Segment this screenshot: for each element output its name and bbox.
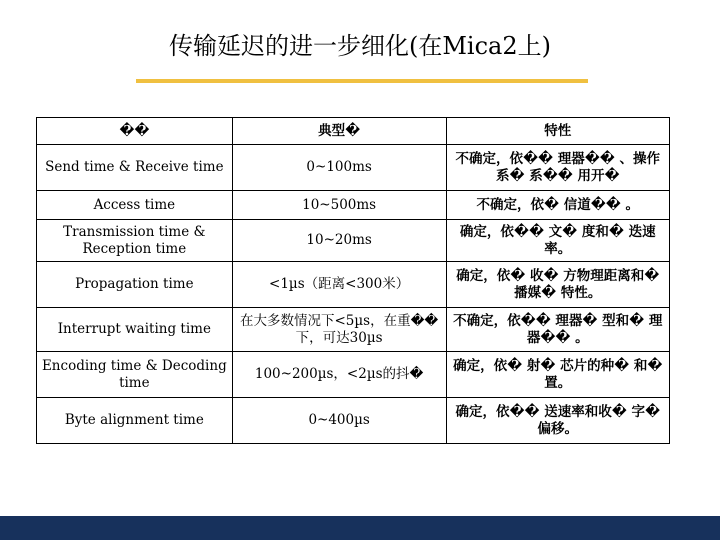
table-cell: Encoding time & Decoding time xyxy=(37,352,233,398)
table-cell: 不确定，依�� 理器� 型和� 理器�� 。 xyxy=(446,308,669,352)
header-cell: 特性 xyxy=(446,118,669,145)
table-cell: Send time & Receive time xyxy=(37,145,233,191)
table-cell: 确定，依�� 文� 度和� 迭速率。 xyxy=(446,220,669,262)
table-cell: 10~500ms xyxy=(232,191,446,220)
table-cell: Access time xyxy=(37,191,233,220)
table-cell: 在大多数情况下<5µs，在重�� 下，可达30µs xyxy=(232,308,446,352)
table-cell: 0~100ms xyxy=(232,145,446,191)
table-cell: 0~400µs xyxy=(232,398,446,444)
table-cell: Interrupt waiting time xyxy=(37,308,233,352)
table-cell: 确定，依�� 送速率和收� 字� 偏移。 xyxy=(446,398,669,444)
table-cell: <1µs（距离<300米） xyxy=(232,262,446,308)
table-row xyxy=(37,398,670,444)
table-cell: Byte alignment time xyxy=(37,398,233,444)
table-header-row xyxy=(37,118,670,145)
slide-title: 传输延迟的进一步细化(在Mica2上) xyxy=(169,32,551,60)
table-cell: 不确定，依� 信道�� 。 xyxy=(446,191,669,220)
title-underline xyxy=(136,79,588,83)
header-cell: �� xyxy=(37,118,233,145)
table-row xyxy=(37,308,670,352)
table-cell: 确定，依� 射� 芯片的种� 和� 置。 xyxy=(446,352,669,398)
table-row xyxy=(37,191,670,220)
table-row xyxy=(37,262,670,308)
table-row xyxy=(37,145,670,191)
table-cell: 100~200µs，<2µs的抖� xyxy=(232,352,446,398)
table-cell: 不确定，依�� 理器�� 、操作系� 系�� 用开� xyxy=(446,145,669,191)
header-cell: 典型� xyxy=(232,118,446,145)
table-cell: 确定，依� 收� 方物理距离和� 播媒� 特性。 xyxy=(446,262,669,308)
table-cell: Transmission time & Reception time xyxy=(37,220,233,262)
footer-bar xyxy=(0,516,720,540)
table-row xyxy=(37,352,670,398)
delay-table xyxy=(36,117,670,444)
table-cell: 10~20ms xyxy=(232,220,446,262)
table-row xyxy=(37,220,670,262)
table-cell: Propagation time xyxy=(37,262,233,308)
